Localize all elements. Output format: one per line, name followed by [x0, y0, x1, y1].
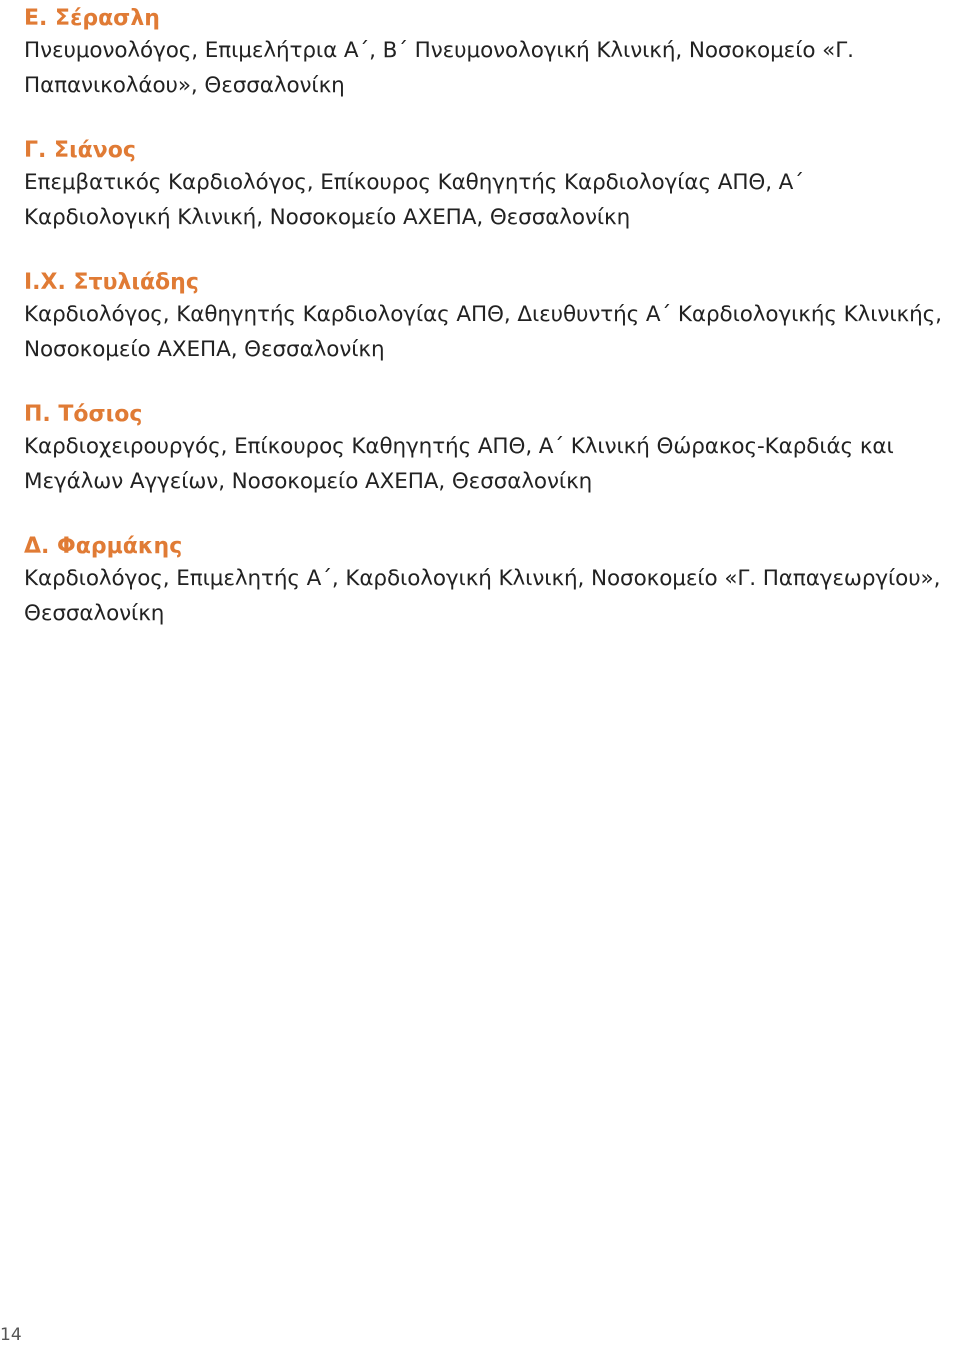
- faculty-role: Καρδιολόγος, Επιμελητής Α΄, Καρδιολογική Κλινική, Νοσοκομείο «Γ. Παπαγεωργίου», Θεσσαλονίκη: [24, 566, 941, 626]
- faculty-entry: [24, 136, 954, 235]
- faculty-name: Π. Τόσιος: [24, 402, 143, 427]
- faculty-list: [24, 4, 954, 664]
- faculty-entry: [24, 268, 954, 367]
- faculty-name: Δ. Φαρμάκης: [24, 534, 183, 559]
- faculty-role: Καρδιοχειρουργός, Επίκουρος Καθηγητής ΑΠΘ, Α΄ Κλινική Θώρακος-Καρδιάς και Μεγάλων Αγγείων, Νοσοκομείο ΑΧΕΠΑ, Θεσσαλονίκη: [24, 434, 894, 494]
- faculty-entry: [24, 400, 954, 499]
- faculty-role: Πνευμονολόγος, Επιμελήτρια Α΄, Β΄ Πνευμονολογική Κλινική, Νοσοκομείο «Γ. Παπανικολάου», Θεσσαλονίκη: [24, 38, 854, 98]
- page-number: 14: [0, 1325, 22, 1345]
- faculty-name: Ε. Σέρασλη: [24, 6, 160, 31]
- faculty-name: Γ. Σιάνος: [24, 138, 136, 163]
- faculty-entry: [24, 532, 954, 631]
- faculty-role: Καρδιολόγος, Καθηγητής Καρδιολογίας ΑΠΘ, Διευθυντής Α΄ Καρδιολογικής Κλινικής, Νοσοκομείο ΑΧΕΠΑ, Θεσσαλονίκη: [24, 302, 942, 362]
- faculty-name: Ι.Χ. Στυλιάδης: [24, 270, 199, 295]
- faculty-role: Επεμβατικός Καρδιολόγος, Επίκουρος Καθηγητής Καρδιολογίας ΑΠΘ, Α΄ Καρδιολογική Κλινική, Νοσοκομείο ΑΧΕΠΑ, Θεσσαλονίκη: [24, 170, 804, 230]
- faculty-entry: [24, 4, 954, 103]
